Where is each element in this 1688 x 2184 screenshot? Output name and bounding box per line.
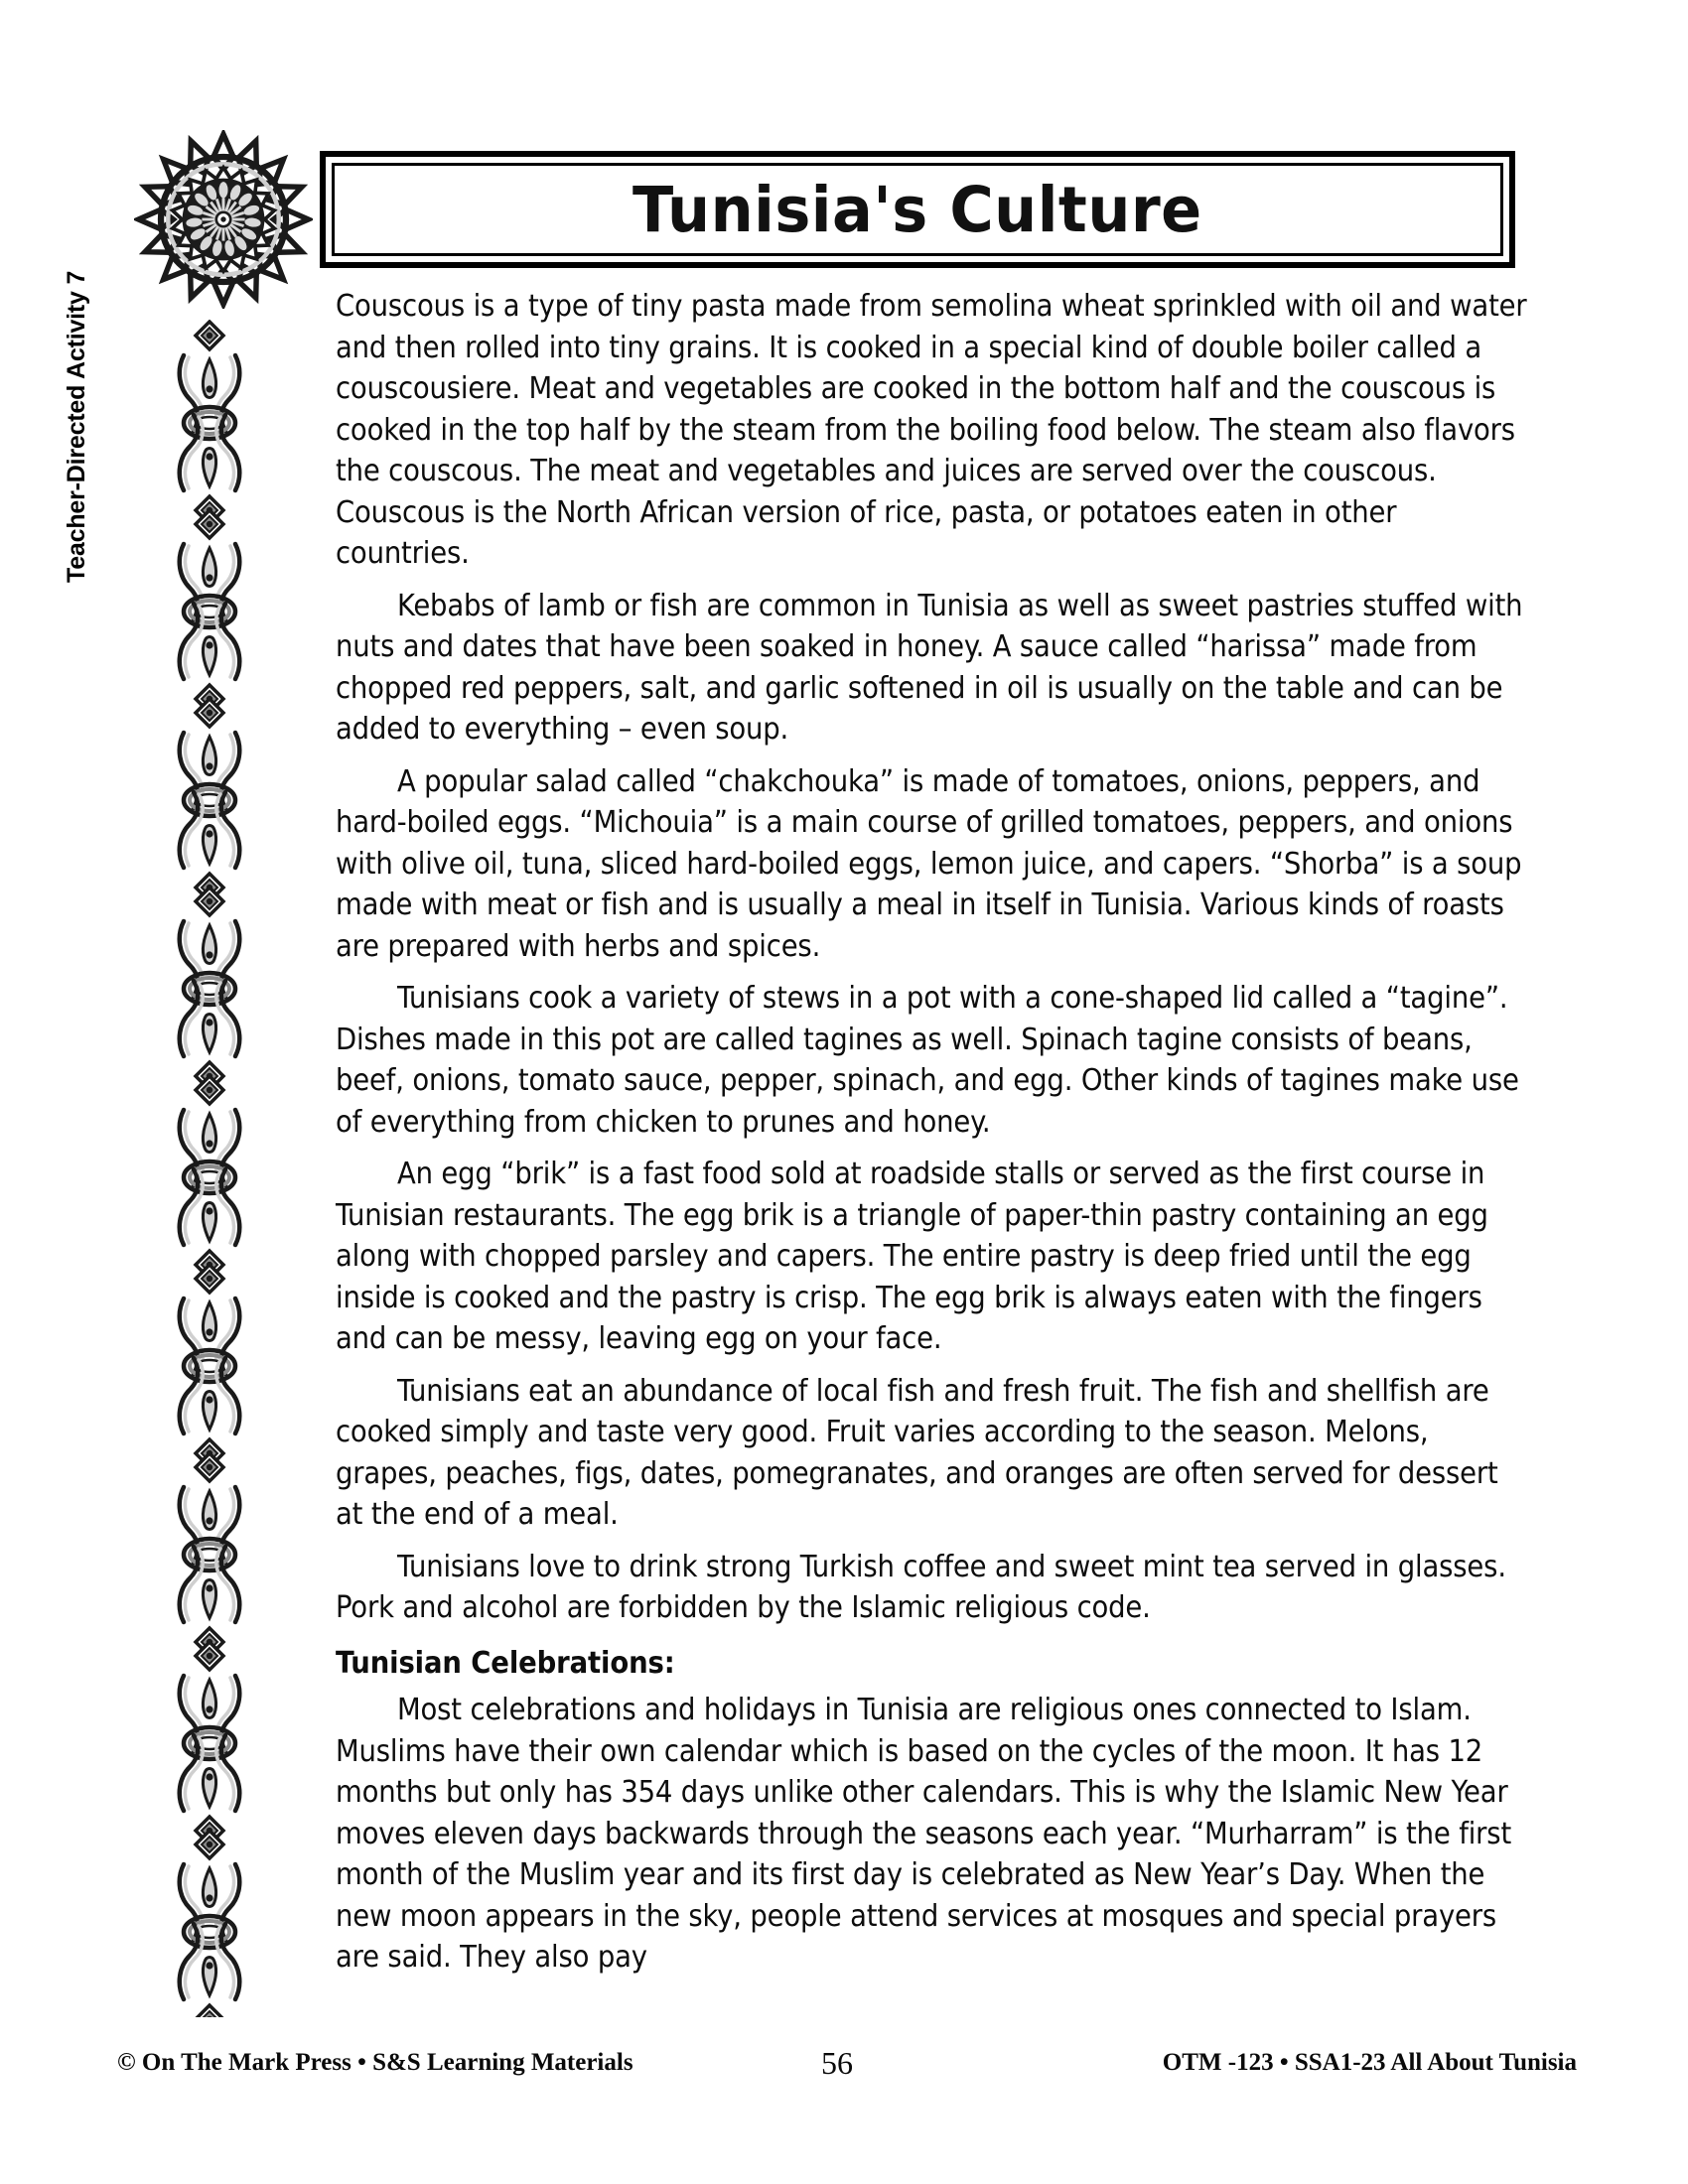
footer-product-code: OTM -123 • SSA1-23 All About Tunisia — [1162, 2049, 1577, 2076]
activity-side-label-text: Teacher-Directed Activity 7 — [62, 270, 90, 583]
page-title: Tunisia's Culture — [633, 173, 1202, 246]
title-banner-inner-border — [332, 163, 1503, 256]
paragraph: An egg “brik” is a fast food sold at roadside stalls or served as the first course in Tunisian restaurants. The egg brik is a triangle of paper-thin pastry containing an egg along with chopped parsley and capers. The entire pastry is deep fried until the egg inside is cooked and the pastry is crisp. The egg brik is always eaten with the fingers and can be messy, leaving egg on your face. — [336, 1157, 1488, 1356]
paragraph: Tunisians cook a variety of stews in a pot with a cone-shaped lid called a “tagine”. Dishes made in this pot are called tagines as well. Spinach tagine consists of beans, beef, onions, tomato sauce, pepper, spinach, and egg. Other kinds of tagines make use of everything from chicken to prunes and honey. — [336, 981, 1519, 1140]
arabesque-border-icon — [177, 320, 242, 2017]
rosette-medallion-icon — [134, 130, 313, 309]
paragraph: Tunisians love to drink strong Turkish coffee and sweet mint tea served in glasses. Pork and alcohol are forbidden by the Islamic religious code. — [336, 1549, 1506, 1625]
paragraph: Kebabs of lamb or fish are common in Tunisia as well as sweet pastries stuffed with nuts and dates that have been soaked in honey. A sauce called “harissa” made from chopped red peppers, salt, and garlic softened in oil is usually on the table and can be added to everything – even soup. — [336, 588, 1523, 747]
paragraph: Tunisians eat an abundance of local fish and fresh fruit. The fish and shellfish are cooked simply and taste very good. Fruit varies according to the season. Melons, grapes, peaches, figs, dates, pomegranates, and oranges are often served for dessert at the end of a meal. — [336, 1373, 1498, 1532]
section-subheading: Tunisian Celebrations: — [336, 1645, 675, 1681]
activity-side-label — [60, 255, 93, 583]
title-banner — [320, 151, 1515, 268]
footer-page-number: 56 — [821, 2044, 853, 2081]
paragraph: A popular salad called “chakchouka” is made of tomatoes, onions, peppers, and hard-boiled eggs. “Michouia” is a main course of grilled tomatoes, peppers, and onions with olive oil, tuna, sliced hard-boiled eggs, lemon juice, and capers. “Shorba” is a soup made with meat or fish and is usually a meal in itself in Tunisia. Various kinds of roasts are prepared with herbs and spices. — [336, 763, 1522, 964]
footer-copyright: © On The Mark Press • S&S Learning Materials — [117, 2049, 633, 2076]
paragraph: Couscous is a type of tiny pasta made from semolina wheat sprinkled with oil and water and then rolled into tiny grains. It is cooked in a special kind of double boiler called a couscousiere. Meat and vegetables are cooked in the bottom half and the couscous is cooked in the top half by the steam from the boiling food below. The steam also flavors the couscous. The meat and vegetables and juices are served over the couscous. Couscous is the North African version of rice, pasta, or potatoes eaten in other countries. — [336, 289, 1527, 571]
page-footer — [117, 2043, 1577, 2083]
article-body — [336, 286, 1527, 1989]
paragraph: Most celebrations and holidays in Tunisia are religious ones connected to Islam. Muslims have their own calendar which is based on the cycles of the moon. It has 12 months but only has 354 days unlike other calendars. This is why the Islamic New Year moves eleven days backwards through the seasons each year. “Murharram” is the first month of the Muslim year and its first day is celebrated as New Year’s Day. When the new moon appears in the sky, people attend services at mosques and special prayers are said. They also pay — [336, 1693, 1512, 1975]
